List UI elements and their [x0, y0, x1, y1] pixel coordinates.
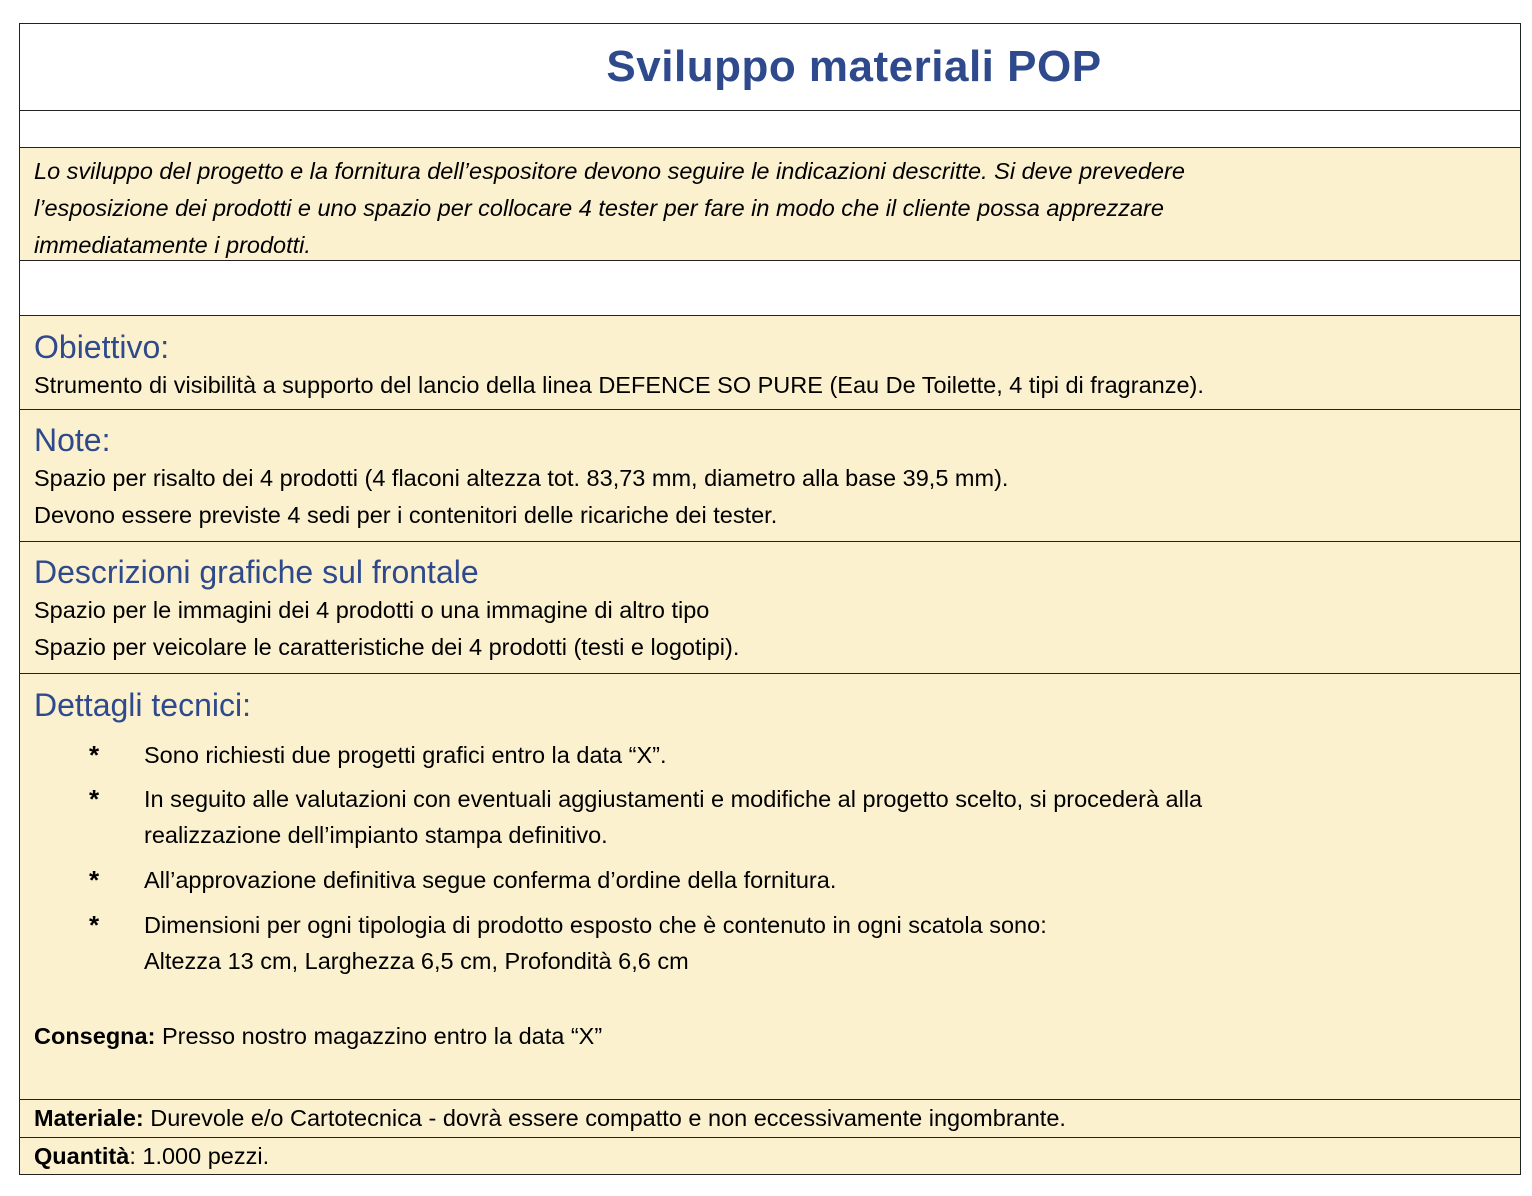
bullet-item — [34, 737, 1506, 773]
quantita-text: : 1.000 pezzi. — [129, 1143, 270, 1169]
consegna-text: Presso nostro magazzino entro la data “X” — [155, 1023, 603, 1049]
quantita-label: Quantità — [34, 1143, 130, 1169]
dettagli-section — [20, 674, 1520, 1100]
section-heading: Dettagli tecnici: — [34, 687, 251, 723]
spacer-row — [20, 111, 1520, 148]
quantita-row — [20, 1138, 1520, 1174]
bullet-list — [34, 737, 1506, 979]
bullet-text: Altezza 13 cm, Larghezza 6,5 cm, Profondità 6,6 cm — [144, 948, 689, 974]
section-text: Strumento di visibilità a supporto del lancio della linea DEFENCE SO PURE (Eau De Toilette, 4 tipi di fragranze). — [34, 372, 1204, 398]
materiale-text: Durevole e/o Cartotecnica - dovrà essere compatto e non eccessivamente ingombrante. — [143, 1105, 1066, 1131]
bullet-item — [34, 781, 1506, 853]
section-heading: Obiettivo: — [34, 329, 170, 365]
bullet-text: Dimensioni per ogni tipologia di prodotto esposto che è contenuto in ogni scatola sono: — [144, 912, 1047, 938]
section-heading: Descrizioni grafiche sul frontale — [34, 554, 479, 590]
asterisk-icon: * — [89, 784, 100, 814]
bullet-item — [34, 907, 1506, 979]
asterisk-icon: * — [89, 740, 100, 770]
intro-line: immediatamente i prodotti. — [34, 232, 311, 258]
materiale-row — [20, 1100, 1520, 1138]
asterisk-icon: * — [89, 865, 100, 895]
bullet-text: In seguito alle valutazioni con eventuali aggiustamenti e modifiche al progetto scelto, si procederà alla — [144, 786, 1203, 812]
spec-sheet — [19, 23, 1521, 1175]
bullet-text: realizzazione dell’impianto stampa definitivo. — [144, 822, 608, 848]
intro-line: Lo sviluppo del progetto e la fornitura dell’espositore devono seguire le indicazioni descritte. Si deve prevedere — [34, 158, 1185, 184]
section-text: Devono essere previste 4 sedi per i contenitori delle ricariche dei tester. — [34, 502, 778, 528]
intro-line: l’esposizione dei prodotti e uno spazio per collocare 4 tester per fare in modo che il cliente possa apprezzare — [34, 195, 1164, 221]
bullet-text: All’approvazione definitiva segue conferma d’ordine della fornitura. — [144, 867, 837, 893]
consegna-label: Consegna: — [34, 1023, 156, 1049]
grafiche-section — [20, 542, 1520, 674]
section-text: Spazio per risalto dei 4 prodotti (4 flaconi altezza tot. 83,73 mm, diametro alla base 39,5 mm). — [34, 465, 1009, 491]
consegna-line — [34, 1018, 1506, 1054]
section-heading: Note: — [34, 422, 111, 458]
title-row — [20, 24, 1520, 111]
bullet-item — [34, 862, 1506, 898]
materiale-label: Materiale: — [34, 1105, 144, 1131]
intro-row — [20, 148, 1520, 261]
page-title: Sviluppo materiali POP — [606, 42, 1102, 91]
asterisk-icon: * — [89, 910, 100, 940]
section-text: Spazio per veicolare le caratteristiche dei 4 prodotti (testi e logotipi). — [34, 634, 740, 660]
bullet-text: Sono richiesti due progetti grafici entro la data “X”. — [144, 742, 667, 768]
spacer-row — [20, 261, 1520, 316]
note-section — [20, 410, 1520, 542]
obiettivo-section — [20, 316, 1520, 410]
section-text: Spazio per le immagini dei 4 prodotti o una immagine di altro tipo — [34, 597, 710, 623]
